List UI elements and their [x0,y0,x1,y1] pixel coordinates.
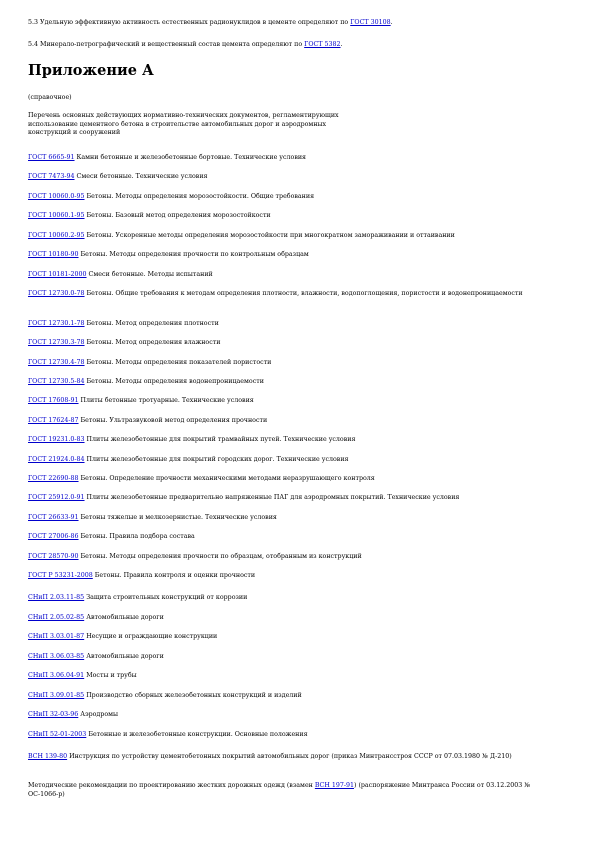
reference-code-link[interactable]: ГОСТ 17608-91 [28,397,79,404]
method-recommendations-end: ) (распоряжение Минтранса России от 03.12.2003 № ОС-1066-р) [28,782,531,798]
reference-code-link[interactable]: ГОСТ 10181-2000 [28,271,87,278]
reference-title: Автомобильные дороги [84,653,164,660]
reference-item [28,339,548,348]
reference-item [28,320,548,329]
reference-vsn-139-80 [28,753,548,762]
reference-title: Бетоны. Методы определения прочности по контрольным образцам [78,251,309,258]
reference-code-link[interactable]: СНиП 2.03.11-85 [28,594,85,601]
paragraph-5-3-end: . [390,19,393,26]
reference-title: Защита строительных конструкций от коррозии [84,594,248,601]
reference-item [28,594,548,603]
reference-item [28,359,548,368]
reference-title: Бетоны. Определение прочности механическими методами неразрушающего контроля [78,475,375,482]
reference-item [28,397,548,406]
reference-title: Бетонные и железобетонные конструкции. Основные положения [86,731,308,738]
reference-item [28,553,548,562]
reference-code-link[interactable]: СНиП 32-03-96 [28,711,79,718]
reference-method-recommendations [28,782,548,799]
reference-code-link[interactable]: ГОСТ 6665-91 [28,154,75,161]
reference-code-link[interactable]: ГОСТ Р 53231-2008 [28,572,93,579]
gost-30108-link[interactable]: ГОСТ 30108 [350,19,391,26]
reference-title: Производство сборных железобетонных конструкций и изделий [84,692,302,699]
paragraph-5-4 [28,41,568,50]
reference-title: Плиты железобетонные предварительно напряженные ПАГ для аэродромных покрытий. Технические условия [84,494,460,501]
reference-title: Бетоны. Методы определения показателей пористости [84,359,272,366]
reference-code-link[interactable]: ГОСТ 17624-87 [28,417,79,424]
reference-title: Мосты и трубы [84,672,137,679]
reference-title: Бетоны. Ультразвуковой метод определения прочности [78,417,268,424]
reference-title: Смеси бетонные. Технические условия [74,173,208,180]
reference-item [28,614,548,623]
appendix-title: Приложение А [28,62,154,79]
reference-code-link[interactable]: ГОСТ 26633-91 [28,514,79,521]
reference-item [28,193,548,202]
vsn-139-80-link[interactable]: ВСН 139-80 [28,753,68,760]
reference-title: Бетоны. Методы определения морозостойкости. Общие требования [84,193,315,200]
reference-item [28,633,548,642]
reference-item [28,378,548,387]
reference-title: Плиты железобетонные для покрытий городских дорог. Технические условия [84,456,349,463]
reference-code-link[interactable]: ГОСТ 12730.1-78 [28,320,85,327]
reference-title: Бетоны. Метод определения плотности [84,320,219,327]
reference-title: Бетоны. Ускоренные методы определения морозостойкости при многократном замораживании и оттаивании [84,232,455,239]
reference-code-link[interactable]: ГОСТ 28570-90 [28,553,79,560]
appendix-intro: Перечень основных действующих нормативно-технических документов, регламентирующих использование цементного бетона в строительстве автомобильных дорог и аэродромных конструкций и сооружений [28,112,339,137]
reference-item [28,436,548,445]
reference-item [28,475,548,484]
reference-title: Бетоны. Методы определения прочности по образцам, отобранным из конструкций [78,553,362,560]
reference-code-link[interactable]: ГОСТ 12730.3-78 [28,339,85,346]
reference-title: Бетоны. Базовый метод определения морозостойкости [84,212,271,219]
reference-code-link[interactable]: ГОСТ 7473-94 [28,173,75,180]
reference-code-link[interactable]: ГОСТ 12730.4-78 [28,359,85,366]
reference-code-link[interactable]: ГОСТ 25912.0-91 [28,494,85,501]
reference-title: Плиты железобетонные для покрытий трамвайных путей. Технические условия [84,436,356,443]
reference-code-link[interactable]: ГОСТ 12730.0-78 [28,290,85,297]
reference-item [28,173,548,182]
reference-item [28,533,548,542]
reference-code-link[interactable]: ГОСТ 19231.0-83 [28,436,85,443]
paragraph-5-3 [28,19,568,28]
reference-item [28,417,548,426]
reference-code-link[interactable]: ГОСТ 10060.0-95 [28,193,85,200]
reference-title: Аэродромы [78,711,119,718]
reference-title: Автомобильные дороги [84,614,164,621]
reference-item [28,572,548,581]
reference-code-link[interactable]: СНиП 52-01-2003 [28,731,87,738]
vsn-197-91-link[interactable]: ВСН 197-91 [314,782,354,789]
vsn-139-80-title: Инструкция по устройству цементобетонных покрытий автомобильных дорог (приказ Минтрансстроя СССР от 07.03.1980 № Д-210) [67,753,512,760]
reference-item [28,711,548,720]
reference-item [28,692,548,701]
reference-item [28,456,548,465]
reference-code-link[interactable]: СНиП 3.03.01-87 [28,633,85,640]
reference-code-link[interactable]: ГОСТ 27006-86 [28,533,79,540]
reference-code-link[interactable]: ГОСТ 21924.0-84 [28,456,85,463]
reference-item [28,251,548,260]
reference-item [28,212,548,221]
gost-5382-link[interactable]: ГОСТ 5382 [304,41,341,48]
reference-item [28,514,548,523]
reference-title: Бетоны. Общие требования к методам определения плотности, влажности, водопоглощения, пористости и водонепроницаемости [84,290,523,297]
reference-code-link[interactable]: ГОСТ 10060.1-95 [28,212,85,219]
reference-code-link[interactable]: ГОСТ 10060.2-95 [28,232,85,239]
reference-title: Бетоны. Метод определения влажности [84,339,221,346]
reference-title: Бетоны. Правила подбора состава [78,533,195,540]
appendix-subtitle: (справочное) [28,94,72,101]
reference-code-link[interactable]: ГОСТ 12730.5-84 [28,378,85,385]
paragraph-5-4-text: 5.4 Минерало-петрографический и вещественный состав цемента определяют по [28,41,305,48]
reference-item [28,290,548,299]
reference-item [28,672,548,681]
reference-code-link[interactable]: ГОСТ 10180-90 [28,251,79,258]
reference-code-link[interactable]: СНиП 3.09.01-85 [28,692,85,699]
reference-title: Смеси бетонные. Методы испытаний [86,271,213,278]
reference-item [28,731,548,740]
paragraph-5-4-end: . [340,41,343,48]
reference-title: Камни бетонные и железобетонные бортовые. Технические условия [74,154,307,161]
reference-title: Бетоны. Методы определения водонепроницаемости [84,378,264,385]
reference-item [28,494,548,503]
paragraph-5-3-text: 5.3 Удельную эффективную активность естественных радионуклидов в цементе определяют по [28,19,351,26]
reference-title: Плиты бетонные тротуарные. Технические условия [78,397,254,404]
reference-item [28,653,548,662]
reference-item [28,154,548,163]
reference-title: Бетоны. Правила контроля и оценки прочности [92,572,256,579]
method-recommendations-text: Методические рекомендации по проектированию жестких дорожных одежд (взамен [28,782,315,789]
reference-item [28,271,548,280]
reference-title: Несущие и ограждающие конструкции [84,633,218,640]
reference-code-link[interactable]: ГОСТ 22690-88 [28,475,79,482]
reference-code-link[interactable]: СНиП 3.06.04-91 [28,672,85,679]
reference-code-link[interactable]: СНиП 3.06.03-85 [28,653,85,660]
reference-item [28,232,548,241]
reference-code-link[interactable]: СНиП 2.05.02-85 [28,614,85,621]
reference-title: Бетоны тяжелые и мелкозернистые. Технические условия [78,514,277,521]
